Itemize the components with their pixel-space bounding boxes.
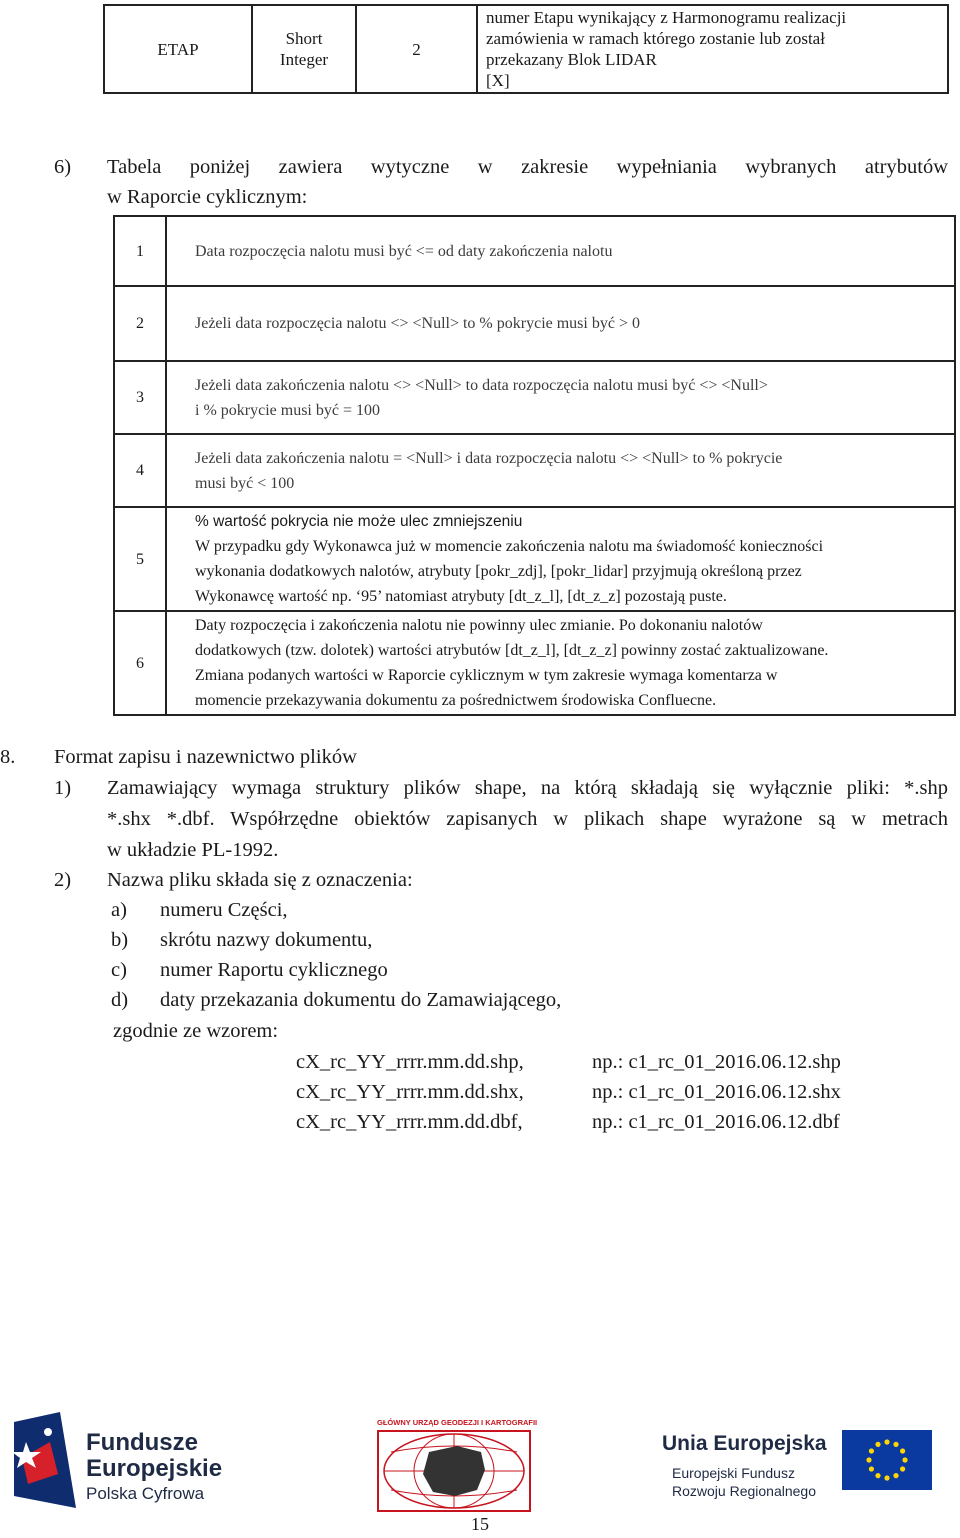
- eu-logo: [658, 1428, 948, 1508]
- attribute-description-cell: [477, 5, 948, 93]
- paragraph-line: Nazwa pliku składa się z oznaczenia:: [107, 869, 413, 891]
- description-line: przekazany Blok LIDAR: [486, 50, 657, 69]
- section-6-line2: w Raporcie cyklicznym:: [107, 186, 308, 208]
- filename-pattern: cX_rc_YY_rrrr.mm.dd.shp,: [296, 1051, 524, 1073]
- filename-pattern: cX_rc_YY_rrrr.mm.dd.shx,: [296, 1081, 524, 1103]
- section-heading: Format zapisu i nazewnictwo plików: [54, 746, 357, 768]
- logo-text: Europejskie: [86, 1455, 223, 1482]
- table-row: [114, 361, 955, 434]
- rule-line: Data rozpoczęcia nalotu musi być <= od daty zakończenia nalotu: [195, 242, 613, 260]
- paragraph-line: w układzie PL-1992.: [107, 839, 279, 861]
- logo-caption: GŁÓWNY URZĄD GEODEZJI I KARTOGRAFII: [377, 1418, 538, 1427]
- rule-text: [166, 507, 955, 611]
- rule-line: dodatkowych (tzw. dolotek) wartości atrybutów [dt_z_l], [dt_z_z] powinny zostać zaktualizowane.: [195, 642, 829, 659]
- rule-line: i % pokrycie musi być = 100: [195, 401, 380, 419]
- rule-number: 3: [114, 361, 166, 434]
- rule-number: 2: [114, 286, 166, 361]
- eu-flag-icon: [842, 1430, 932, 1490]
- attribute-type-line2: Integer: [279, 50, 329, 69]
- filename-example: np.: c1_rc_01_2016.06.12.shp: [592, 1051, 841, 1073]
- rule-line: Jeżeli data rozpoczęcia nalotu <> <Null> to % pokrycie musi być > 0: [195, 315, 640, 332]
- page-number: 15: [471, 1514, 489, 1534]
- attribute-length-cell: [356, 5, 477, 93]
- paragraph-line: *.shx *.dbf. Współrzędne obiektów zapisanych w plikach shape wyrażone są w metrach: [107, 808, 948, 830]
- filename-pattern: cX_rc_YY_rrrr.mm.dd.dbf,: [296, 1111, 523, 1133]
- rule-line: musi być < 100: [195, 474, 295, 492]
- fundusze-europejskie-logo: [14, 1412, 234, 1508]
- list-item: skrótu nazwy dokumentu,: [160, 929, 373, 951]
- globe-map-icon: [377, 1430, 531, 1512]
- filename-example: np.: c1_rc_01_2016.06.12.dbf: [592, 1111, 840, 1133]
- rule-number: 6: [114, 611, 166, 715]
- description-line: numer Etapu wynikający z Harmonogramu realizacji: [486, 8, 847, 27]
- table-row: [114, 434, 955, 507]
- rule-text: [166, 286, 955, 361]
- list-item: numer Raportu cyklicznego: [160, 959, 388, 981]
- table-row: [114, 507, 955, 611]
- list-marker: 1): [54, 777, 72, 799]
- pattern-intro: zgodnie ze wzorem:: [113, 1020, 279, 1042]
- rule-line: Zmiana podanych wartości w Raporcie cyklicznym w tym zakresie wymaga komentarza w: [195, 667, 778, 684]
- rule-line: Wykonawcę wartość np. ‘95’ natomiast atrybuty [dt_z_l], [dt_z_z] pozostają puste.: [195, 588, 727, 605]
- logo-text: Unia Europejska: [662, 1432, 827, 1455]
- logo-subtext: Polska Cyfrowa: [86, 1484, 205, 1503]
- rule-number: 5: [114, 507, 166, 611]
- filename-example: np.: c1_rc_01_2016.06.12.shx: [592, 1081, 841, 1103]
- attribute-definition-table: [103, 4, 949, 94]
- rule-line: Jeżeli data zakończenia nalotu <> <Null> to data rozpoczęcia nalotu musi być <> <Null>: [195, 376, 768, 394]
- rule-text: [166, 361, 955, 434]
- list-marker: 2): [54, 869, 72, 891]
- gugik-logo: [377, 1418, 538, 1512]
- table-row: [114, 611, 955, 715]
- rule-line: wykonania dodatkowych nalotów, atrybuty [pokr_zdj], [pokr_lidar] przyjmują określoną przez: [195, 563, 802, 580]
- rule-line: momencie przekazywania dokumentu za pośrednictwem środowiska Confluecne.: [195, 692, 717, 709]
- rule-text: [166, 434, 955, 507]
- description-line: [X]: [486, 71, 510, 90]
- section-number: 8.: [0, 746, 16, 768]
- rule-line: Daty rozpoczęcia i zakończenia nalotu nie powinny ulec zmianie. Po dokonaniu nalotów: [195, 617, 763, 634]
- rule-number: 1: [114, 216, 166, 286]
- list-marker: a): [111, 899, 127, 921]
- list-marker: b): [111, 929, 129, 951]
- fundusze-europejskie-emblem-icon: [14, 1412, 76, 1508]
- list-item: numeru Części,: [160, 899, 288, 921]
- attribute-name-cell: [104, 5, 252, 93]
- paragraph-line: Zamawiający wymaga struktury plików shape, na którą składają się wyłącznie pliki: *.shp: [107, 777, 948, 799]
- list-marker: c): [111, 959, 127, 981]
- validation-rules-table: [113, 215, 956, 716]
- attribute-name: ETAP: [157, 39, 199, 59]
- rule-line: % wartość pokrycia nie może ulec zmniejszeniu: [195, 513, 523, 530]
- rule-number: 4: [114, 434, 166, 507]
- rule-line: Jeżeli data zakończenia nalotu = <Null> i data rozpoczęcia nalotu <> <Null> to % pokrycie: [195, 449, 783, 467]
- footer-logos: [0, 1408, 960, 1508]
- list-marker: d): [111, 989, 129, 1011]
- list-item: daty przekazania dokumentu do Zamawiającego,: [160, 989, 562, 1011]
- rule-line: W przypadku gdy Wykonawca już w momencie zakończenia nalotu ma świadomość konieczności: [195, 538, 824, 555]
- table-row: [114, 216, 955, 286]
- list-marker: 6): [54, 156, 72, 178]
- attribute-length: 2: [412, 39, 421, 59]
- table-row: [114, 286, 955, 361]
- logo-subtext: Rozwoju Regionalnego: [672, 1483, 816, 1499]
- attribute-type-cell: [252, 5, 356, 93]
- rule-text: [166, 611, 955, 715]
- description-line: zamówienia w ramach którego zostanie lub został: [486, 29, 825, 48]
- rule-text: [166, 216, 955, 286]
- logo-subtext: Europejski Fundusz: [672, 1465, 795, 1481]
- attribute-type-line1: Short: [285, 29, 323, 48]
- logo-text: Fundusze: [86, 1429, 198, 1456]
- section-6-line1: Tabela poniżej zawiera wytyczne w zakresie wypełniania wybranych atrybutów: [107, 156, 948, 178]
